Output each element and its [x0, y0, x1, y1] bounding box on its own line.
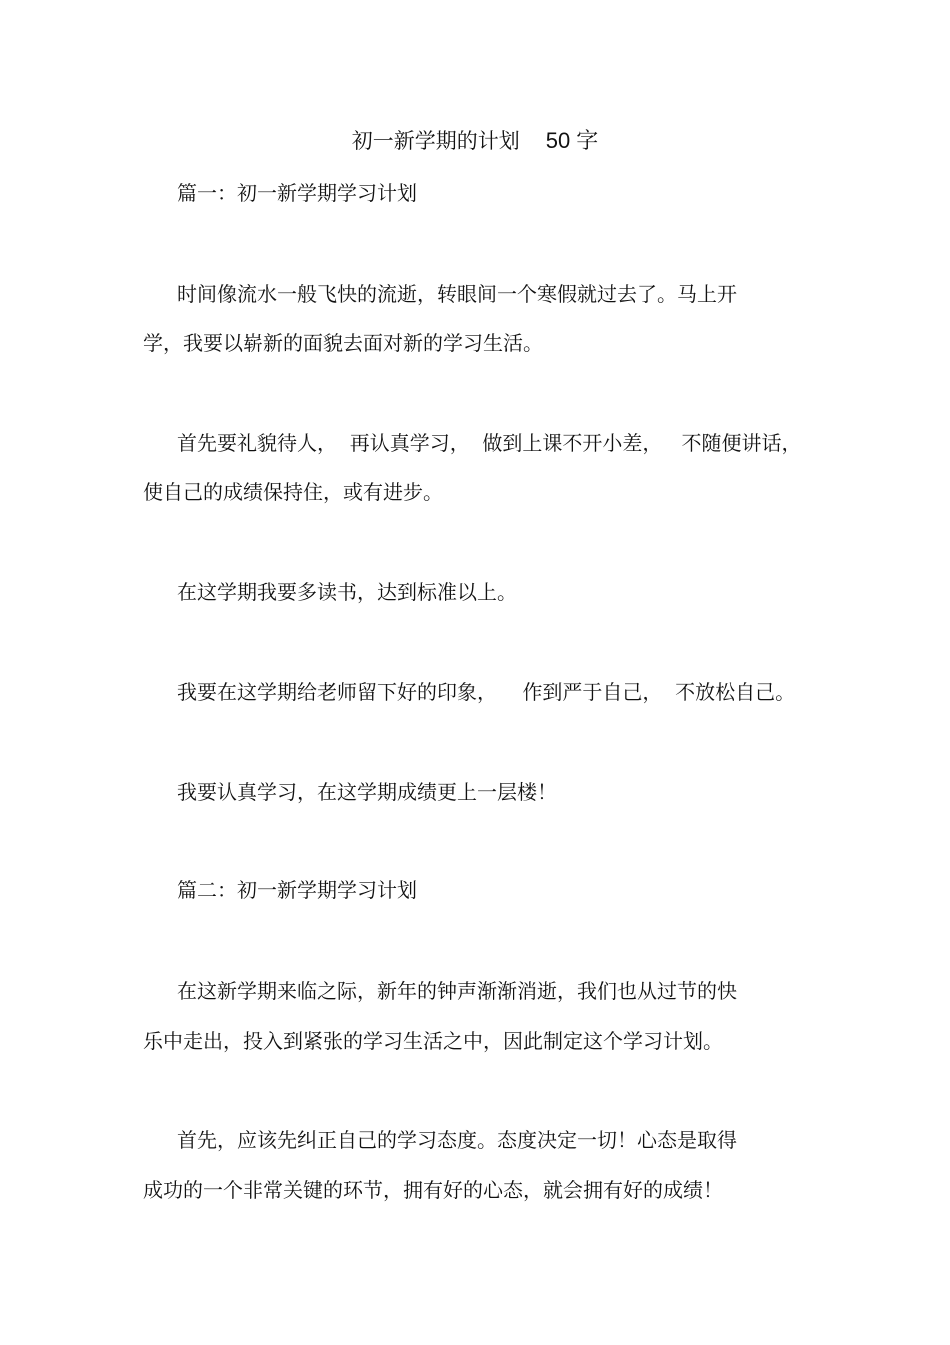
- section2-paragraph2-line1: 首先，应该先纠正自己的学习态度。态度决定一切！心态是取得: [177, 1128, 737, 1152]
- section2-heading: 篇二：初一新学期学习计划: [177, 878, 417, 902]
- section1-paragraph4: 我要在这学期给老师留下好的印象， 作到严于自己， 不放松自己。: [177, 680, 796, 704]
- section2-paragraph1-line1: 在这新学期来临之际，新年的钟声渐渐消逝，我们也从过节的快: [177, 979, 737, 1003]
- section2-paragraph2-line2: 成功的一个非常关键的环节，拥有好的心态，就会拥有好的成绩！: [143, 1178, 723, 1202]
- section1-paragraph1-line1: 时间像流水一般飞快的流逝，转眼间一个寒假就过去了。马上开: [177, 282, 737, 306]
- section1-paragraph5: 我要认真学习，在这学期成绩更上一层楼！: [177, 780, 557, 804]
- title-text: 初一新学期的计划: [351, 129, 520, 153]
- section1-heading: 篇一：初一新学期学习计划: [177, 181, 417, 205]
- section2-paragraph1-line2: 乐中走出，投入到紧张的学习生活之中，因此制定这个学习计划。: [143, 1029, 723, 1053]
- section1-paragraph3: 在这学期我要多读书，达到标准以上。: [177, 580, 517, 604]
- section1-paragraph2-line1: 首先要礼貌待人， 再认真学习， 做到上课不开小差， 不随便讲话，: [177, 431, 802, 455]
- section1-paragraph1-line2: 学，我要以崭新的面貌去面对新的学习生活。: [143, 331, 543, 355]
- document-title: [0, 126, 950, 156]
- title-number: 50 字: [545, 128, 599, 153]
- section1-paragraph2-line2: 使自己的成绩保持住，或有进步。: [143, 480, 443, 504]
